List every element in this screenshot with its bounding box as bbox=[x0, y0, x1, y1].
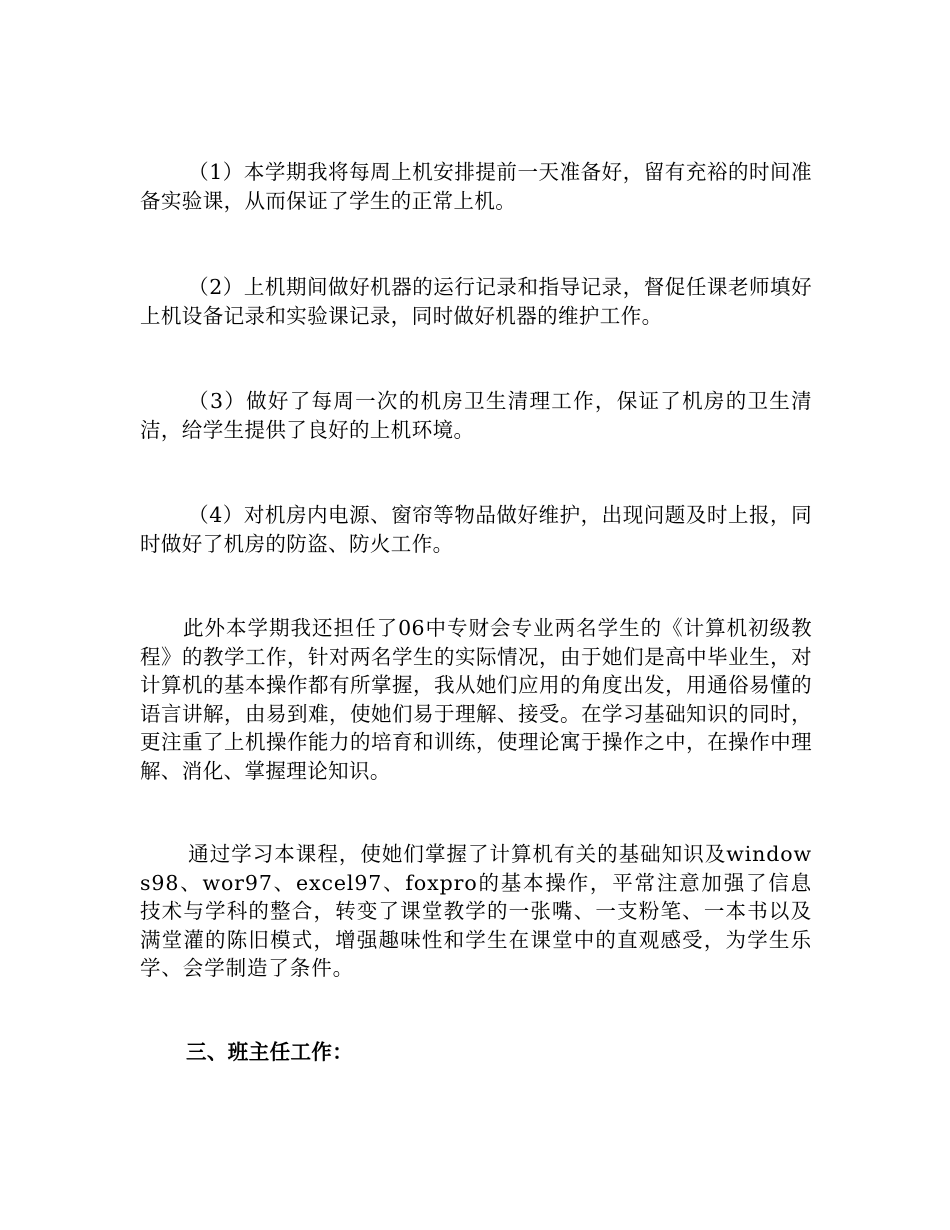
paragraph-3: （3）做好了每周一次的机房卫生清理工作，保证了机房的卫生清洁，给学生提供了良好的上机环境。 bbox=[140, 389, 812, 442]
paragraph-1: （1）本学期我将每周上机安排提前一天准备好，留有充裕的时间准备实验课，从而保证了学生的正常上机。 bbox=[140, 160, 812, 213]
paragraph-5: 此外本学期我还担任了06中专财会专业两名学生的《计算机初级教程》的教学工作，针对两名学生的实际情况，由于她们是高中毕业生，对计算机的基本操作都有所掌握，我从她们应用的角度出发，用通俗易懂的语言讲解，由易到难，使她们易于理解、接受。在学习基础知识的同时，更注重了上机操作能力的培育和训练，使理论寓于操作之中，在操作中理解、消化、掌握理论知识。 bbox=[140, 616, 812, 783]
paragraph-4: （4）对机房内电源、窗帘等物品做好维护，出现问题及时上报，同时做好了机房的防盗、防火工作。 bbox=[140, 503, 812, 556]
section-heading: 三、班主任工作： bbox=[186, 1040, 354, 1064]
paragraph-2: （2）上机期间做好机器的运行记录和指导记录，督促任课老师填好上机设备记录和实验课记录，同时做好机器的维护工作。 bbox=[140, 275, 812, 328]
paragraph-6: 通过学习本课程，使她们掌握了计算机有关的基础知识及windows98、wor97、excel97、foxpro的基本操作，平常注意加强了信息技术与学科的整合，转变了课堂教学的一张嘴、一支粉笔、一本书以及满堂灌的陈旧模式，增强趣味性和学生在课堂中的直观感受，为学生乐学、会学制造了条件。 bbox=[140, 842, 812, 980]
